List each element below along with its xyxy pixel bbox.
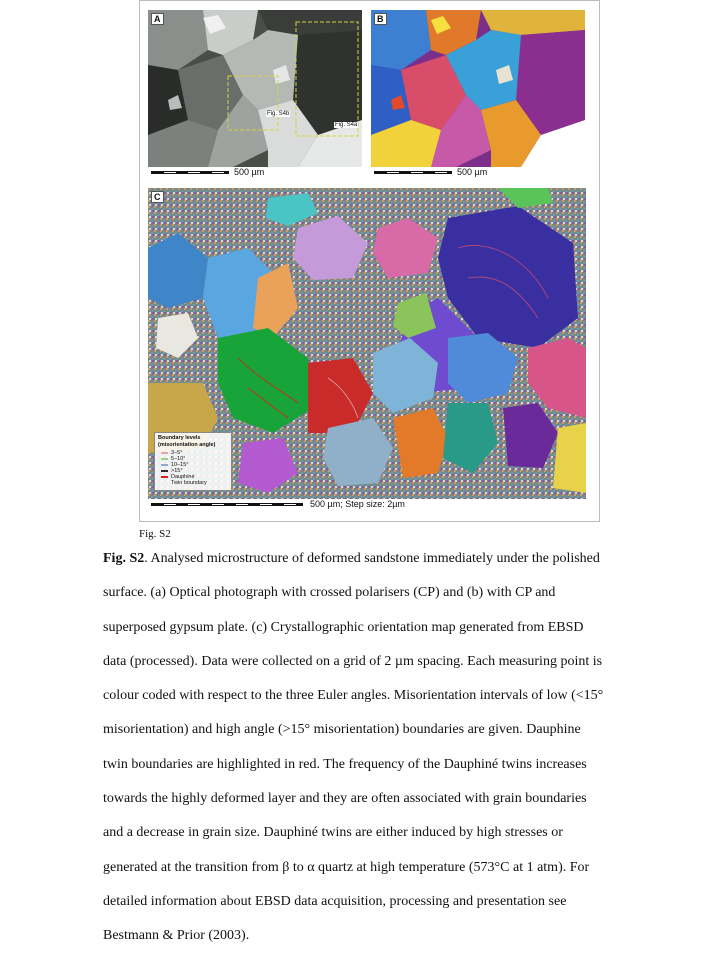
legend-swatch <box>161 464 168 466</box>
legend-swatch <box>161 476 168 478</box>
caption-line-text: and a decrease in grain size. Dauphiné twins are either induced by high stresses or <box>103 825 563 841</box>
caption-line <box>103 751 623 785</box>
panel-b-micrograph <box>371 10 585 167</box>
panel-a-optical-cp <box>148 10 362 167</box>
panel-b-optical-gypsum <box>371 10 585 167</box>
legend-title-line-2: (misorientation angle) <box>158 442 216 448</box>
panel-a-micrograph <box>148 10 362 167</box>
caption-line-text: detailed information about EBSD data acquisition, processing and presentation see <box>103 893 567 909</box>
panel-b-scale-bar <box>371 167 585 178</box>
panel-c-letter: C <box>151 191 164 203</box>
caption-line-text: twin boundaries are highlighted in red. The frequency of the Dauphiné twins increases <box>103 756 587 772</box>
inset-label-fig-s4a: Fig. S4a <box>335 122 358 128</box>
caption-line <box>103 716 623 750</box>
caption-line-text: towards the highly deformed layer and they are often associated with grain boundaries <box>103 791 587 807</box>
figure-caption <box>103 545 623 957</box>
legend-item-label: 5–10° <box>171 456 186 462</box>
caption-line-text: data (processed). Data were collected on a grid of 2 µm spacing. Each measuring point is <box>103 653 603 669</box>
boundary-legend <box>154 432 232 491</box>
caption-line <box>103 545 623 579</box>
legend-item-label: 10–15° <box>171 462 189 468</box>
caption-line-text: misorientation) and high angle (>15° misorientation) boundaries are given. Dauphine <box>103 722 581 738</box>
caption-figure-ref: Fig. S2 <box>103 551 145 566</box>
caption-line-text: surface. (a) Optical photograph with crossed polarisers (CP) and (b) with CP and <box>103 585 556 601</box>
legend-item-label: 3–5° <box>171 450 183 456</box>
panel-c-scale-bar-graphic <box>151 503 303 506</box>
caption-line <box>103 888 623 922</box>
caption-line <box>103 819 623 853</box>
figure-label: Fig. S2 <box>139 528 171 540</box>
caption-line <box>103 648 623 682</box>
legend-title <box>158 435 215 449</box>
caption-line <box>103 785 623 819</box>
caption-line-text: colour coded with respect to the three Euler angles. Misorientation intervals of low (<15° <box>103 688 604 704</box>
caption-line <box>103 614 623 648</box>
legend-swatch <box>161 458 168 460</box>
legend-title-line-1: Boundary levels <box>158 435 201 441</box>
panel-a-letter: A <box>151 13 164 25</box>
panel-a-scale-bar-graphic <box>151 171 229 174</box>
legend-item-label: Twin boundary <box>171 480 207 486</box>
panel-a-scale-bar <box>148 167 362 178</box>
legend-swatch <box>161 470 168 472</box>
panel-b-letter: B <box>374 13 387 25</box>
panel-c-scale-bar <box>148 499 586 510</box>
caption-line-text: generated at the transition from β to α quartz at high temperature (573°C at 1 atm). For <box>103 859 590 875</box>
caption-line-text: . Analysed microstructure of deformed sandstone immediately under the polished <box>144 551 600 566</box>
legend-item-twin-boundary <box>171 480 207 487</box>
caption-line <box>103 579 623 613</box>
caption-line <box>103 854 623 888</box>
legend-swatch <box>161 452 168 454</box>
inset-label-fig-s4b: Fig. S4b <box>267 111 290 117</box>
caption-line <box>103 922 623 956</box>
legend-item-label: >15° <box>171 468 183 474</box>
panel-b-scale-text: 500 µm <box>457 167 488 177</box>
panel-b-scale-bar-graphic <box>374 171 452 174</box>
panel-a-scale-text: 500 µm <box>234 167 265 177</box>
caption-line <box>103 682 623 716</box>
panel-c-scale-text: 500 µm; Step size: 2µm <box>310 499 405 509</box>
caption-line-text: Bestmann & Prior (2003). <box>103 928 250 944</box>
legend-item-label: Dauphiné <box>171 474 195 480</box>
caption-line-text: superposed gypsum plate. (c) Crystallographic orientation map generated from EBSD <box>103 619 584 635</box>
